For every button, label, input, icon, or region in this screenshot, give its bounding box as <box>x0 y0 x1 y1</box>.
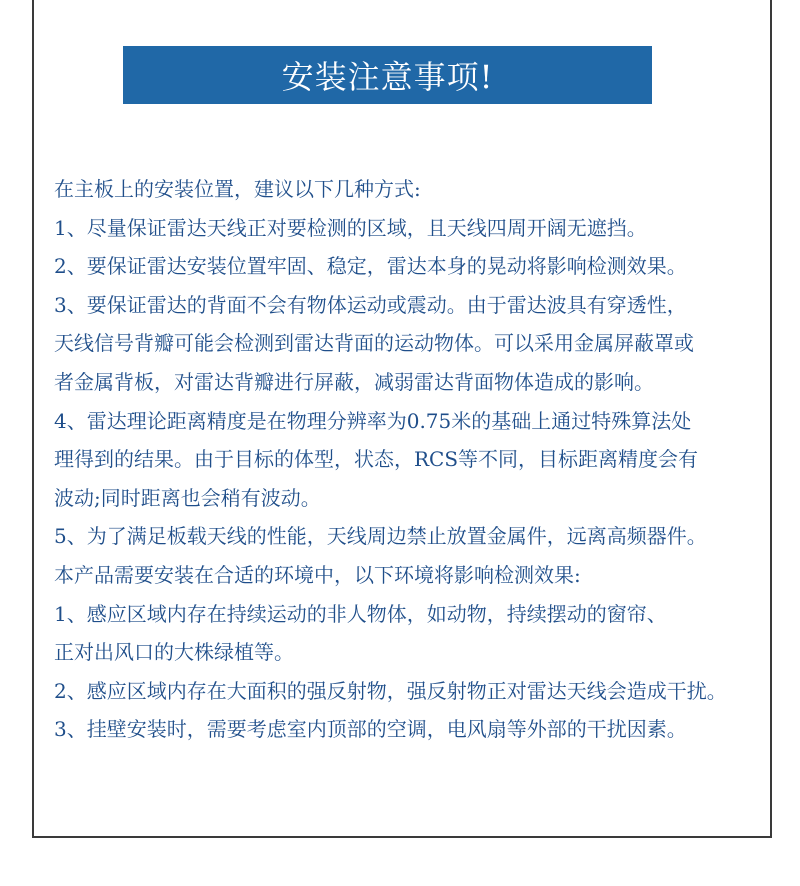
environment-line-1b: 正对出风口的大株绿植等。 <box>54 640 294 665</box>
instruction-line-4b: 理得到的结果。由于目标的体型，状态，RCS等不同，目标距离精度会有 <box>54 447 699 472</box>
instruction-line-2: 2、要保证雷达安装位置牢固、稳定，雷达本身的晃动将影响检测效果。 <box>54 254 687 279</box>
environment-line-3: 3、挂壁安装时，需要考虑室内顶部的空调，电风扇等外部的干扰因素。 <box>54 717 687 742</box>
intro-line: 在主板上的安装位置，建议以下几种方式: <box>54 177 421 201</box>
instruction-line-3c: 者金属背板，对雷达背瓣进行屏蔽，减弱雷达背面物体造成的影响。 <box>54 369 654 394</box>
page-title: 安装注意事项! <box>281 58 494 96</box>
instruction-line-4a: 4、雷达理论距离精度是在物理分辨率为0.75米的基础上通过特殊算法处 <box>54 408 692 433</box>
title-banner <box>123 46 652 104</box>
environment-intro-line: 本产品需要安装在合适的环境中，以下环境将影响检测效果: <box>54 562 581 587</box>
instruction-line-4c: 波动;同时距离也会稍有波动。 <box>54 485 321 510</box>
instruction-line-3a: 3、要保证雷达的背面不会有物体运动或震动。由于雷达波具有穿透性， <box>54 292 687 317</box>
environment-line-2: 2、感应区域内存在大面积的强反射物，强反射物正对雷达天线会造成干扰。 <box>54 678 727 703</box>
instruction-line-3b: 天线信号背瓣可能会检测到雷达背面的运动物体。可以采用金属屏蔽罩或 <box>54 331 694 356</box>
instruction-line-1: 1、尽量保证雷达天线正对要检测的区域，且天线四周开阔无遮挡。 <box>54 215 647 240</box>
instructions-body <box>54 170 794 749</box>
environment-line-1a: 1、感应区域内存在持续运动的非人物体，如动物，持续摆动的窗帘、 <box>54 601 667 626</box>
instruction-line-5: 5、为了满足板载天线的性能，天线周边禁止放置金属件，远离高频器件。 <box>54 524 707 549</box>
